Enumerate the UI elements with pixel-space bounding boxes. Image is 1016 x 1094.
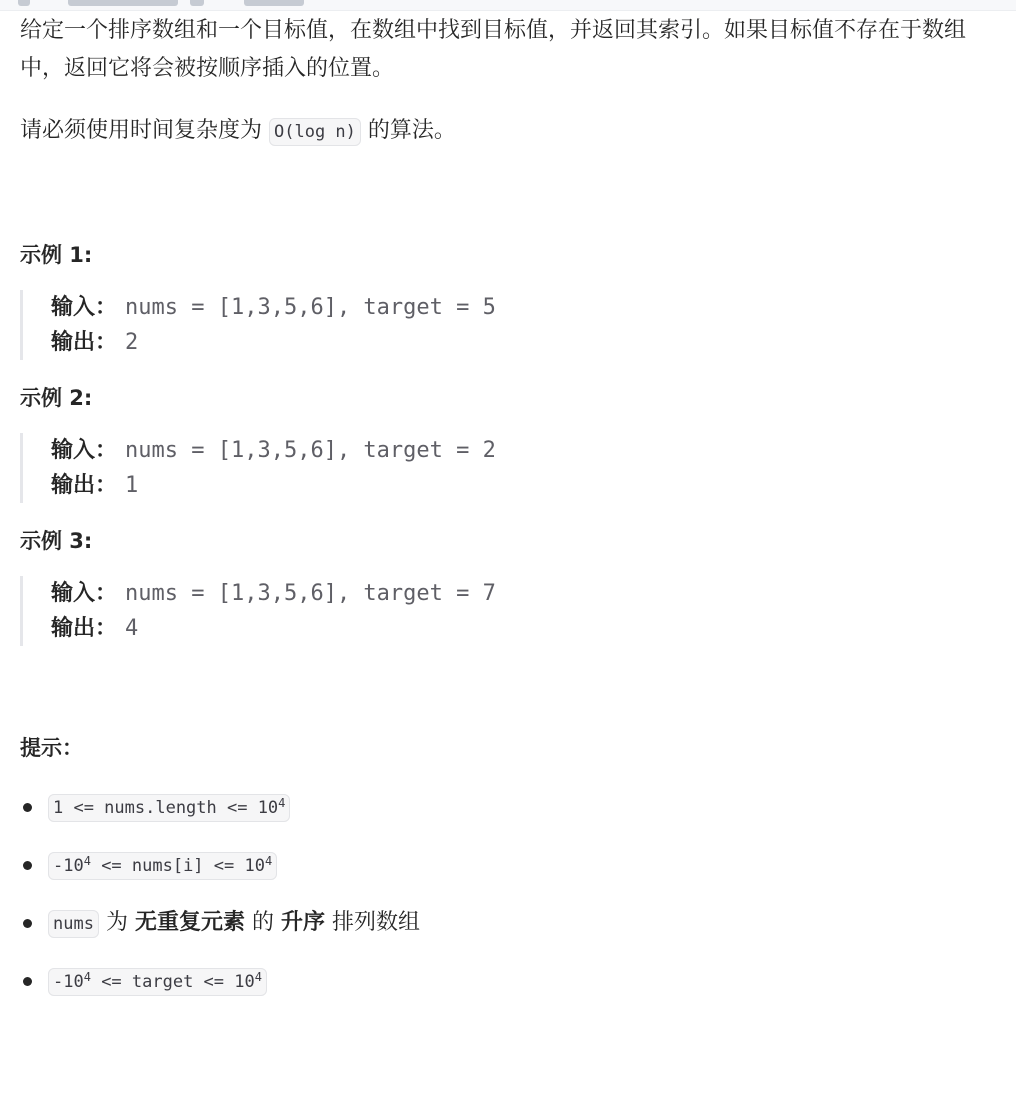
tip-2-exponent-b: 4: [264, 854, 273, 868]
complexity-suffix: 的算法。: [360, 118, 456, 143]
input-label: 输入：: [51, 581, 118, 606]
output-label: 输出：: [51, 330, 118, 355]
example-1-input-line: [51, 290, 1005, 325]
example-1-title: 示例 1:: [20, 243, 93, 267]
example-2-output-line: [51, 468, 1005, 503]
tip-4-code-text-b: <= target <= 10: [90, 972, 255, 992]
tip-item-3: [20, 906, 1005, 940]
tip-3-text-c: 排列数组: [324, 910, 420, 935]
toolbar-tab-mark: [244, 0, 304, 6]
example-2-input-line: [51, 433, 1005, 468]
tip-2-code-text-a: -10: [53, 856, 84, 876]
tip-4-code-text-a: -10: [53, 972, 84, 992]
output-label: 输出：: [51, 616, 118, 641]
tip-3-code: nums: [48, 910, 99, 938]
bullet-icon: [23, 861, 32, 870]
tip-3-strong-b: 升序: [280, 910, 325, 935]
toolbar-tab-mark: [18, 0, 30, 6]
tips-list: [20, 790, 1005, 998]
top-toolbar-edge: [0, 0, 1016, 11]
tip-4-exponent-b: 4: [254, 970, 262, 984]
tip-2-exponent-a: 4: [83, 854, 91, 868]
complexity-paragraph: [20, 112, 1005, 151]
output-label: 输出：: [51, 473, 118, 498]
example-2-title: 示例 2:: [20, 386, 93, 410]
example-3-block: [20, 576, 1005, 646]
tip-3-strong-a: 无重复元素: [134, 910, 245, 935]
tips-title: 提示：: [20, 736, 83, 760]
output-value: 1: [125, 473, 139, 498]
bullet-icon: [23, 803, 32, 812]
tip-2-code-text-b: <= nums[i] <= 10: [90, 856, 265, 876]
example-1-block: [20, 290, 1005, 360]
toolbar-tab-mark: [190, 0, 204, 6]
tip-2-code: [48, 852, 277, 880]
complexity-prefix: 请必须使用时间复杂度为: [20, 118, 269, 143]
input-value: nums = [1,3,5,6], target = 7: [125, 581, 496, 606]
input-label: 输入：: [51, 295, 118, 320]
tip-4-code: [48, 968, 267, 996]
example-3-output-line: [51, 611, 1005, 646]
tip-3-text-b: 的: [244, 910, 281, 935]
tip-item-1: [20, 790, 1005, 824]
example-3-title: 示例 3:: [20, 529, 93, 553]
input-value: nums = [1,3,5,6], target = 5: [125, 295, 496, 320]
tip-item-2: [20, 848, 1005, 882]
problem-description: [20, 12, 1005, 998]
example-3-input-line: [51, 576, 1005, 611]
input-value: nums = [1,3,5,6], target = 2: [125, 438, 496, 463]
input-label: 输入：: [51, 438, 118, 463]
tip-3-text-a: 为: [98, 910, 135, 935]
tip-1-code: [48, 794, 290, 822]
tip-1-code-text: 1 <= nums.length <= 10: [53, 798, 279, 818]
complexity-code: O(log n): [269, 118, 361, 146]
bullet-icon: [23, 919, 32, 928]
output-value: 2: [125, 330, 139, 355]
tip-1-exponent: 4: [278, 796, 286, 810]
tip-item-4: [20, 964, 1005, 998]
description-paragraph: 给定一个排序数组和一个目标值，在数组中找到目标值，并返回其索引。如果目标值不存在于数组中，返回它将会被按顺序插入的位置。: [20, 18, 967, 81]
tip-4-exponent-a: 4: [83, 970, 91, 984]
output-value: 4: [125, 616, 139, 641]
toolbar-tab-mark: [68, 0, 178, 6]
bullet-icon: [23, 977, 32, 986]
example-2-block: [20, 433, 1005, 503]
example-1-output-line: [51, 325, 1005, 360]
